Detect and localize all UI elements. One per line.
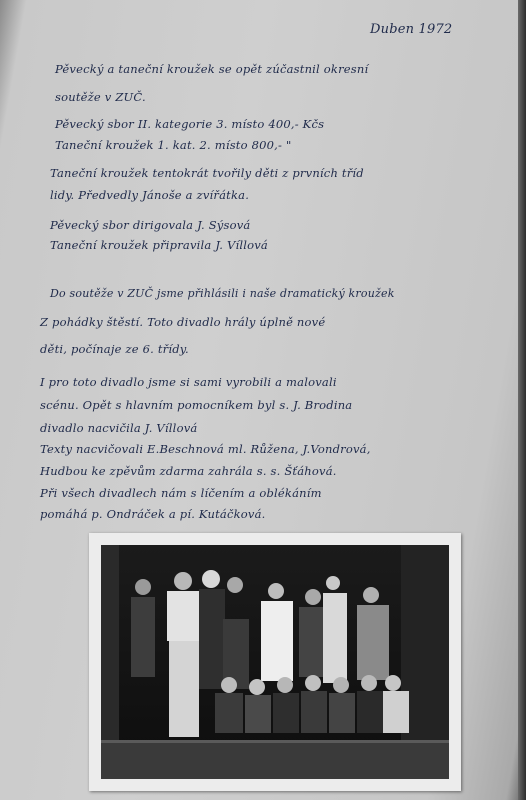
text-line: Taneční kroužek 1. kat. 2. místo 800,- "	[55, 138, 292, 152]
text-line: Taneční kroužek připravila J. Víllová	[50, 238, 268, 252]
text-line: Hudbou ke zpěvům zdarma zahrála s. s. Šťáhová.	[40, 464, 337, 478]
text-line: děti, počínaje ze 6. třídy.	[40, 342, 189, 356]
text-line: Texty nacvičovali E.Beschnová ml. Růžena, J.Vondrová,	[40, 442, 371, 456]
text-line: Pěvecký sbor dirigovala J. Sýsová	[50, 218, 251, 232]
text-line: lidy. Předvedly Jánoše a zvířátka.	[50, 188, 250, 202]
group-photo	[101, 545, 449, 779]
text-line: divadlo nacvičila J. Víllová	[40, 421, 198, 435]
text-line: Z pohádky štěstí. Toto divadlo hrály úplně nové	[40, 315, 326, 329]
date-heading: Duben 1972	[370, 22, 453, 37]
text-line: Do soutěže v ZUČ jsme přihlásili i naše dramatický kroužek	[50, 287, 395, 300]
photo-print	[89, 533, 461, 791]
text-line: scénu. Opět s hlavním pomocníkem byl s. J. Brodina	[40, 398, 353, 412]
photo-scene	[101, 545, 449, 779]
text-line: Taneční kroužek tentokrát tvořily děti z prvních tříd	[50, 166, 364, 180]
text-line: Pěvecký a taneční kroužek se opět zúčastnil okresní	[55, 62, 369, 76]
text-line: I pro toto divadlo jsme si sami vyrobili a malovali	[40, 375, 337, 389]
text-line: pomáhá p. Ondráček a pí. Kutáčková.	[40, 507, 266, 521]
text-line: Pěvecký sbor II. kategorie 3. místo 400,- Kčs	[55, 117, 325, 131]
text-line: soutěže v ZUČ.	[55, 90, 146, 104]
text-line: Při všech divadlech nám s líčením a oblékáním	[40, 486, 322, 500]
